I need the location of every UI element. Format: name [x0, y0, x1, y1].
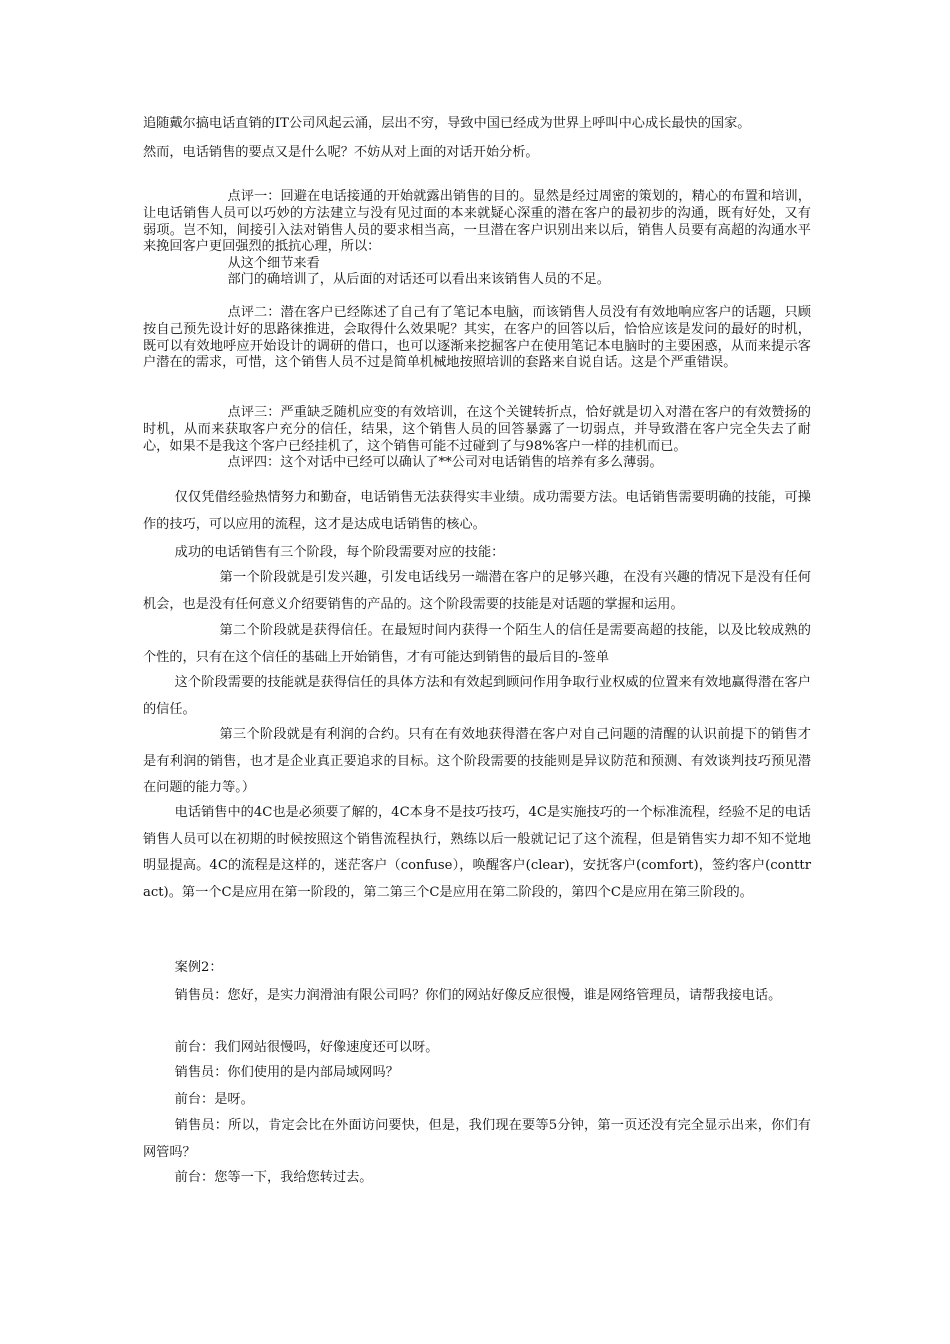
method-paragraph-2: 成功的电话销售有三个阶段，每个阶段需要对应的技能：	[174, 545, 505, 560]
stage-2-paragraph: 第二个阶段就是获得信任。在最短时间内获得一个陌生人的信任是需要高超的技能，以及比较成熟的个性的，只有在这个信任的基础上开始销售，才有可能达到销售的最后目的-签单	[143, 623, 811, 665]
case-2-line-3: 销售员：你们使用的是内部局域网吗？	[174, 1065, 399, 1080]
comment-1-detail: 从这个细节来看	[227, 256, 320, 271]
method-paragraph-1: 仅仅凭借经验热情努力和勤奋，电话销售无法获得实丰业绩。成功需要方法。电话销售需要明确的技能，可操作的技巧，可以应用的流程，这才是达成电话销售的核心。	[143, 490, 811, 532]
fourc-paragraph: 电话销售中的4C也是必须要了解的，4C本身不是技巧技巧，4C是实施技巧的一个标准流程，经验不足的电话销售人员可以在初期的时候按照这个销售流程执行，熟练以后一般就记记了这个流程，但是销售实力却不知不觉地明显提高。4C的流程是这样的，迷茫客户（confuse），唤醒客户(clear)，安抚客户(comfort)，签约客户(conttract)。第一个C是应用在第一阶段的，第二第三个C是应用在第二阶段的，第四个C是应用在第三阶段的。	[143, 805, 811, 900]
comment-1-paragraph: 点评一：回避在电话接通的开始就露出销售的目的。显然是经过周密的策划的，精心的布置和培训，让电话销售人员可以巧妙的方法建立与没有见过面的本来就疑心深重的潜在客户的最初步的沟通，既有好处，又有弱项。岂不知，间接引入法对销售人员的要求相当高，一旦潜在客户识别出来以后，销售人员要有高超的沟通水平来挽回客户更回强烈的抵抗心理，所以：	[143, 189, 811, 255]
stage-1-paragraph: 第一个阶段就是引发兴趣，引发电话线另一端潜在客户的足够兴趣，在没有兴趣的情况下是没有任何机会，也是没有任何意义介绍要销售的产品的。这个阶段需要的技能是对话题的掌握和运用。	[143, 570, 811, 612]
case-2-line-6: 前台：您等一下，我给您转过去。	[174, 1170, 373, 1185]
comment-4-paragraph: 点评四：这个对话中已经可以确认了**公司对电话销售的培养有多么薄弱。	[227, 455, 663, 470]
stage-3-paragraph: 第三个阶段就是有利润的合约。只有在有效地获得潜在客户对自己问题的清醒的认识前提下的销售才是有利润的销售，也才是企业真正要追求的目标。这个阶段需要的技能则是异议防范和预测、有效谈判技巧预见潜在问题的能力等。）	[143, 727, 811, 795]
stage-2-skills-paragraph: 这个阶段需要的技能就是获得信任的具体方法和有效起到顾问作用争取行业权威的位置来有效地赢得潜在客户的信任。	[143, 675, 811, 717]
case-2-line-5: 销售员：所以，肯定会比在外面访问要快，但是，我们现在要等5分钟，第一页还没有完全显示出来，你们有网管吗？	[143, 1118, 811, 1160]
case-2-title: 案例2：	[174, 960, 223, 975]
case-2-line-2: 前台：我们网站很慢吗，好像速度还可以呀。	[174, 1040, 439, 1055]
case-2-line-1: 销售员：您好，是实力润滑油有限公司吗？你们的网站好像反应很慢，谁是网络管理员，请帮我接电话。	[174, 988, 782, 1003]
comment-2-paragraph: 点评二：潜在客户已经陈述了自己有了笔记本电脑，而该销售人员没有有效地响应客户的话题，只顾按自己预先设计好的思路徕推进，会取得什么效果呢？其实，在客户的回答以后，恰恰应该是发问的最好的时机，既可以有效地呼应开始设计的调研的借口，也可以逐渐来挖掘客户在使用笔记本电脑时的主要困惑，从而来提示客户潜在的需求，可惜，这个销售人员不过是简单机械地按照培训的套路来自说自话。这是个严重错误。	[143, 305, 811, 371]
comment-1-conclusion: 部门的确培训了，从后面的对话还可以看出来该销售人员的不足。	[227, 272, 610, 287]
intro-paragraph-1: 追随戴尔搞电话直销的IT公司风起云涌，层出不穷，导致中国已经成为世界上呼叫中心成长最快的国家。	[143, 116, 751, 131]
case-2-line-4: 前台：是呀。	[174, 1092, 254, 1107]
intro-paragraph-2: 然而，电话销售的要点又是什么呢？不妨从对上面的对话开始分析。	[143, 145, 539, 160]
comment-3-paragraph: 点评三：严重缺乏随机应变的有效培训，在这个关键转折点，恰好就是切入对潜在客户的有效赞扬的时机，从而来获取客户充分的信任，结果，这个销售人员的回答暴露了一切弱点，并导致潜在客户完全失去了耐心，如果不是我这个客户已经挂机了，这个销售可能不过碰到了与98%客户一样的挂机而已。	[143, 405, 811, 454]
